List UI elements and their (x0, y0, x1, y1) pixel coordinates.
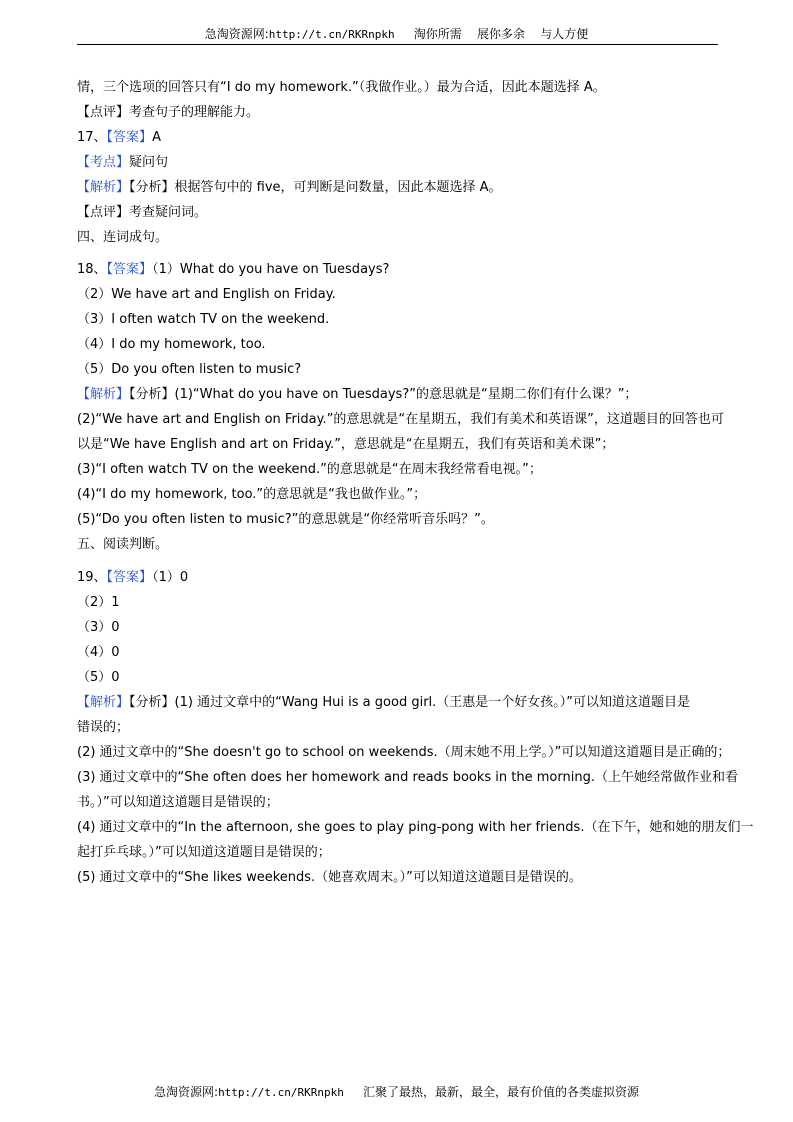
header-slogan: 淘你所需 展你多余 与人方便 (394, 27, 589, 41)
line-text: (2) 通过文章中的“She doesn't go to school on weekends.（周末她不用上学。）”可以知道这道题目是正确的； (77, 745, 731, 760)
text-line (77, 435, 614, 455)
text-line (77, 178, 502, 198)
section-tag: 【点评】 (77, 205, 130, 220)
section-tag: 【答案】 (106, 262, 153, 277)
line-text: 疑问句 (129, 155, 169, 170)
line-text: 情，三个选项的回答只有“I do my homework.”（我做作业。）最为合适，因此本题选择 A。 (77, 80, 606, 95)
text-line (77, 203, 207, 223)
line-text: （5）Do you often listen to music? (77, 362, 302, 377)
page-header (0, 26, 793, 43)
text-line (77, 485, 426, 505)
text-line (77, 228, 168, 248)
text-line (77, 668, 120, 688)
line-text: 【分析】(1) 通过文章中的“Wang Hui is a good girl.（王惠是一个好女孩。）”可以知道这道题目是 (129, 695, 691, 710)
text-line (77, 510, 494, 530)
text-line (77, 643, 120, 663)
text-line (77, 385, 637, 405)
text-line (77, 843, 331, 863)
line-text: （2）We have art and English on Friday. (77, 287, 336, 302)
text-line (77, 128, 161, 148)
line-text: (5) 通过文章中的“She likes weekends.（她喜欢周末。）”可以知道这道题目是错误的。 (77, 870, 582, 885)
line-text: （5）0 (77, 670, 120, 685)
text-line (77, 460, 542, 480)
text-line (77, 335, 266, 355)
text-line (77, 260, 389, 280)
section-tag: 【点评】 (77, 105, 130, 120)
text-line (77, 410, 724, 430)
text-line (77, 593, 120, 613)
question-number: 18、 (77, 262, 107, 277)
text-line (77, 310, 329, 330)
line-text: (4)“I do my homework, too.”的意思就是“我也做作业。”； (77, 487, 427, 502)
line-text: 以是“We have English and art on Friday.”，意思就是“在星期五，我们有英语和美术课”； (77, 437, 615, 452)
section-tag: 【解析】 (77, 695, 130, 710)
line-text: (5)“Do you often listen to music?”的意思就是“你经常听音乐吗？”。 (77, 512, 494, 527)
text-line (77, 153, 168, 173)
line-text: （1）What do you have on Tuesdays? (152, 262, 390, 277)
text-line (77, 693, 690, 713)
line-text: (4) 通过文章中的“In the afternoon, she goes to play ping-pong with her friends.（在下午，她和她的朋友们一 (77, 820, 754, 835)
section-tag: 【考点】 (77, 155, 130, 170)
line-text: 【分析】根据答句中的 five，可判断是问数量，因此本题选择 A。 (129, 180, 502, 195)
question-number: 19、 (77, 570, 107, 585)
line-text: 五、阅读判断。 (77, 537, 169, 552)
header-site: 急淘资源网: (204, 27, 269, 41)
text-line (77, 868, 582, 888)
line-text: (3) 通过文章中的“She often does her homework and reads books in the morning.（上午她经常做作业和看 (77, 770, 738, 785)
section-tag: 【解析】 (77, 180, 130, 195)
text-line (77, 360, 301, 380)
line-text: 考查句子的理解能力。 (129, 105, 260, 120)
line-text: （4）I do my homework, too. (77, 337, 266, 352)
text-line (77, 285, 336, 305)
line-text: （4）0 (77, 645, 120, 660)
text-line (77, 568, 188, 588)
line-text: 四、连词成句。 (77, 230, 169, 245)
line-text: （3）I often watch TV on the weekend. (77, 312, 330, 327)
text-line (77, 818, 753, 838)
text-line (77, 743, 730, 763)
line-text: 起打乒乓球。）”可以知道这道题目是错误的； (77, 845, 331, 860)
page-footer (0, 1084, 793, 1101)
text-line (77, 618, 120, 638)
header-divider (77, 44, 718, 45)
line-text: (3)“I often watch TV on the weekend.”的意思就是“在周末我经常看电视。”； (77, 462, 542, 477)
line-text: 【分析】(1)“What do you have on Tuesdays?”的意思就是“星期二你们有什么课？”； (129, 387, 638, 402)
line-text: 错误的； (77, 720, 130, 735)
text-line (77, 103, 259, 123)
footer-site: 急淘资源网: (154, 1085, 219, 1099)
line-text: （1）0 (152, 570, 189, 585)
section-tag: 【答案】 (106, 570, 153, 585)
footer-url[interactable]: http://t.cn/RKRnpkh (218, 1086, 344, 1099)
line-text: 考查疑问词。 (129, 205, 208, 220)
line-text: 书。）”可以知道这道题目是错误的； (77, 795, 279, 810)
text-line (77, 793, 279, 813)
question-number: 17、 (77, 130, 107, 145)
text-line (77, 78, 606, 98)
text-line (77, 718, 129, 738)
line-text: （2）1 (77, 595, 120, 610)
line-text: (2)“We have art and English on Friday.”的意思就是“在星期五，我们有美术和英语课”，这道题目的回答也可 (77, 412, 724, 427)
header-url[interactable]: http://t.cn/RKRnpkh (268, 28, 395, 41)
line-text: A (152, 130, 161, 145)
text-line (77, 768, 738, 788)
footer-slogan: 汇聚了最热，最新，最全，最有价值的各类虚拟资源 (343, 1085, 639, 1099)
text-line (77, 535, 168, 555)
section-tag: 【解析】 (77, 387, 130, 402)
section-tag: 【答案】 (106, 130, 153, 145)
line-text: （3）0 (77, 620, 120, 635)
